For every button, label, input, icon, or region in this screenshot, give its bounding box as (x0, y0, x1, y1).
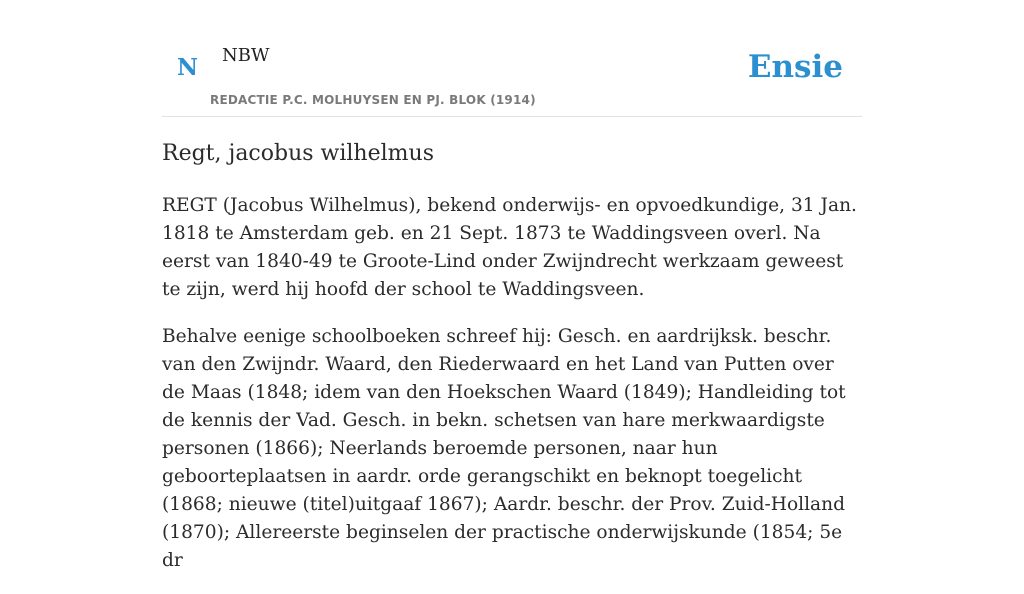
article-body (162, 192, 862, 594)
source-editors: REDACTIE P.C. MOLHUYSEN EN PJ. BLOK (1914) (210, 93, 536, 107)
source-logo[interactable]: N (177, 54, 199, 81)
page (162, 0, 862, 571)
article-paragraph: Behalve eenige schoolboeken schreef hij: Gesch. en aardrijksk. beschr. van den Zwijndr. Waard, den Riederwaard en het Land van Putten over de Maas (1848; idem van den Hoekschen Waard (1849); Handleiding tot de kennis der Vad. Gesch. in bekn. schetsen van hare merkwaardigste personen (1866); Neerlands beroemde personen, naar hun geboorteplaatsen in aardr. orde gerangschikt en beknopt toegelicht (1868; nieuwe (titel)uitgaaf 1867); Aardr. beschr. der Prov. Zuid-Holland (1870); Allereerste beginselen der practische onderwijskunde (1854; 5e dr (162, 326, 846, 571)
source-name[interactable]: NBW (222, 45, 270, 66)
header (162, 0, 862, 117)
article-paragraph: REGT (Jacobus Wilhelmus), bekend onderwijs- en opvoedkundige, 31 Jan. 1818 te Amsterdam geb. en 21 Sept. 1873 te Waddingsveen overl. Na eerst van 1840-49 te Groote-Lind onder Zwijndrecht werkzaam geweest te zijn, werd hij hoofd der school te Waddingsveen. (162, 195, 857, 300)
article-title: Regt, jacobus wilhelmus (162, 141, 434, 166)
ensie-logo[interactable]: Ensie (747, 49, 843, 85)
